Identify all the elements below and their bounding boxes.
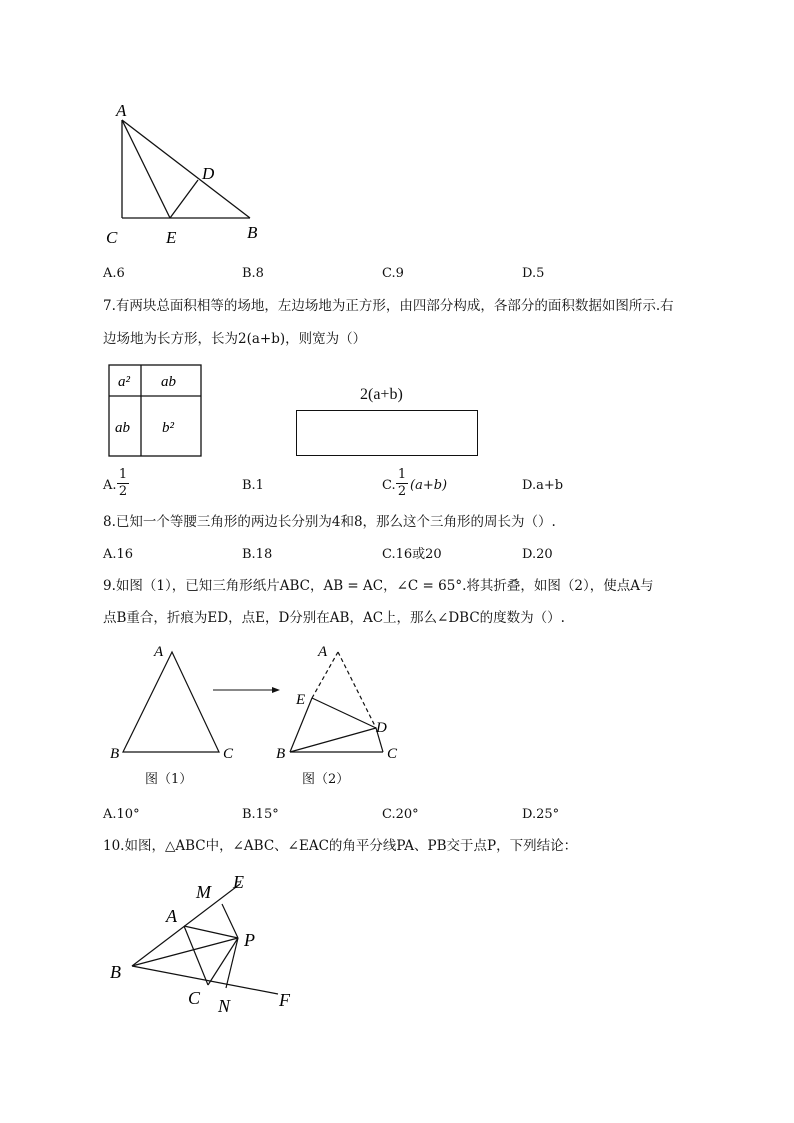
q9-option-a: A.10° [103,807,140,822]
q7-frac-a-num: 1 [118,467,128,482]
q9-figure1-caption: 图（1） [145,772,193,787]
q9-figure2-caption: 图（2） [302,772,350,787]
q6-label-E: E [166,228,177,247]
q6-option-b: B.8 [242,266,264,281]
q6-label-D: D [202,164,215,183]
q10-label-N: N [218,996,231,1016]
q8-option-d: D.20 [522,547,553,562]
q10-angle-bisector-figure [100,866,320,1026]
q6-option-c: C.9 [382,266,404,281]
q9-stem-line1: 9.如图（1），已知三角形纸片ABC，AB = AC，∠C = 65°.将其折叠，如图（2），使点A与 [103,578,654,594]
q10-label-P: P [244,930,255,950]
q9-option-d: D.25° [522,807,560,822]
q7-grid-tl: a² [118,374,130,390]
q7-stem-line1: 7.有两块总面积相等的场地，左边场地为正方形，由四部分构成，各部分的面积数据如图所示.右 [103,298,674,314]
q7-frac-c-den: 2 [397,484,407,499]
q7-rect-length-label: 2(a+b) [360,386,403,403]
q7-stem-line2: 边场地为长方形，长为2(a+b)，则宽为（） [103,331,367,347]
q9-f2-label-C: C [387,746,398,762]
q10-label-A: A [166,906,177,926]
q8-stem: 8.已知一个等腰三角形的两边长分别为4和8，那么这个三角形的周长为（）. [103,514,556,530]
q8-option-b: B.18 [242,547,273,562]
q10-label-B: B [110,962,121,982]
q9-option-c: C.20° [382,807,419,822]
q7-rectangle-figure [296,410,478,456]
q9-f2-label-A: A [318,644,328,660]
q10-label-C: C [188,988,201,1008]
q7-square-grid-figure [108,364,204,458]
q10-label-F: F [279,990,290,1010]
q7-option-c-tail: (a+b) [410,478,448,493]
q7-option-c-prefix: C. [382,478,396,493]
q9-f2-label-D: D [376,720,387,736]
q7-frac-c-num: 1 [397,467,407,482]
q9-f1-label-B: B [110,746,120,762]
q6-label-C: C [106,228,118,247]
q7-grid-bl: ab [115,420,130,436]
q6-option-d: D.5 [522,266,545,281]
q7-grid-br: b² [162,420,174,436]
q6-triangle-figure [100,98,280,248]
q7-option-c-fraction [396,467,408,500]
q7-option-c [382,476,396,496]
q6-label-A: A [116,101,127,120]
q7-option-a [103,476,117,496]
q6-label-B: B [247,223,258,242]
q8-option-c: C.16或20 [382,547,442,562]
q9-stem-line2: 点B重合，折痕为ED，点E，D分别在AB，AC上，那么∠DBC的度数为（）. [103,610,565,626]
q7-option-d: D.a+b [522,478,564,493]
q7-frac-a-den: 2 [118,484,128,499]
q7-option-a-prefix: A. [103,478,117,493]
q9-f2-label-B: B [276,746,286,762]
q7-option-a-fraction [117,467,129,500]
q10-label-M: M [196,882,211,902]
q10-stem-line1: 10.如图，△ABC中，∠ABC、∠EAC的角平分线PA、PB交于点P，下列结论： [103,838,578,854]
q8-option-a: A.16 [103,547,134,562]
q9-f2-label-E: E [296,692,306,708]
q9-f1-label-C: C [223,746,234,762]
q9-f1-label-A: A [154,644,164,660]
q10-label-E: E [233,872,244,892]
q7-option-b: B.1 [242,478,264,493]
q7-grid-tr: ab [161,374,176,390]
q9-option-b: B.15° [242,807,279,822]
q6-option-a: A.6 [103,266,125,281]
